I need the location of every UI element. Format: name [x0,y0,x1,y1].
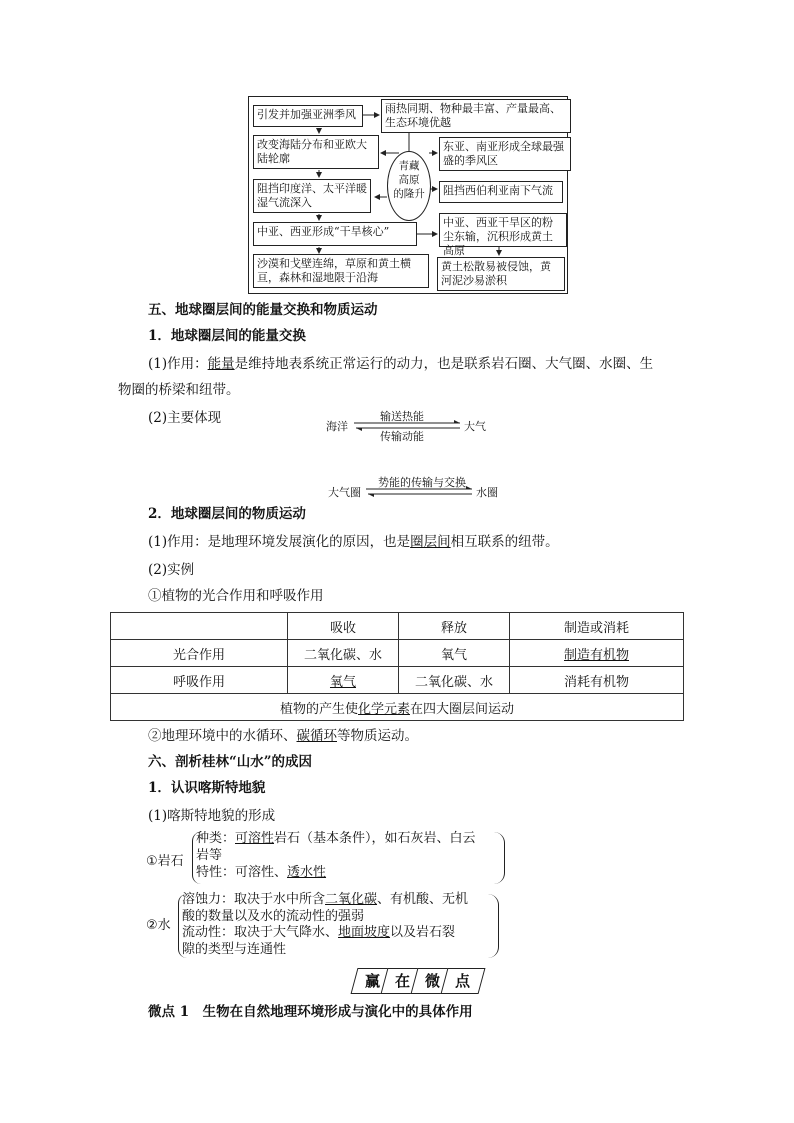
underlined-term: 圈层间 [410,534,451,550]
flow-left-1: 引发并加强亚洲季风 [253,105,363,127]
rock-label: ①岩石 [146,854,184,869]
table-cell: 氧气 [288,667,399,694]
table-header-cell [111,613,288,640]
rel1-left: 海洋 [326,420,348,433]
banner-tag: 微 [411,968,456,994]
flow-left-2: 改变海陆分布和亚欧大陆轮廓 [253,135,379,169]
table-cell: 光合作用 [111,640,288,667]
underlined-term: 碳循环 [296,728,337,744]
section5-para-1: (1)作用：能量是维持地表系统正常运行的动力，也是联系岩石圈、大气圈、水圈、生 [148,356,654,372]
table-cell: 氧气 [399,640,510,667]
section6-title: 六、剖析桂林“山水”的成因 [148,754,313,770]
flowchart [248,96,568,294]
rel2-arrows [364,486,476,498]
section5-para-4: (2)实例 [148,562,195,578]
table-cell: 二氧化碳、水 [288,640,399,667]
rel2-top: 势能的传输与交换 [378,476,466,489]
section5-para-6: ②地理环境中的水循环、碳循环等物质运动。 [148,728,418,744]
section5-heading-2: 2．地球圈层间的物质运动 [148,506,306,522]
flow-right-5: 黄土松散易被侵蚀，黄河泥沙易淤积 [437,257,565,291]
water-right-brace [488,894,499,958]
water-label: ②水 [146,918,171,933]
underlined-term: 能量 [207,356,235,372]
section5-para-5: ①植物的光合作用和呼吸作用 [148,588,324,604]
table-header-row [111,613,684,640]
water-dissolution: 溶蚀力：取决于水中所含二氧化碳、有机酸、无机 [182,892,469,907]
flow-right-2: 东亚、南亚形成全球最强盛的季风区 [439,137,571,171]
table-footer-cell: 植物的产生使化学元素在四大圈层间运动 [111,694,684,721]
table-row [111,667,684,694]
rock-details [196,830,476,881]
banner-tag: 在 [381,968,426,994]
rel1-bottom: 传输动能 [380,430,424,443]
banner-tag: 赢 [351,968,396,994]
table-header-cell: 释放 [399,613,510,640]
rel1-right: 大气 [464,420,486,433]
table-footer-row [111,694,684,721]
section5-title: 五、地球圈层间的能量交换和物质运动 [148,302,378,318]
water-details [182,892,468,958]
center-line-2: 高原 [398,174,420,186]
section6-para-1: (1)喀斯特地貌的形成 [148,808,276,824]
section5-para-2: (2)主要体现 [148,410,222,426]
center-line-1: 青藏 [398,160,420,172]
rock-property: 特性：可溶性、透水性 [196,865,327,880]
table-row [111,640,684,667]
section5-para-1-cont: 物圈的桥梁和纽带。 [118,382,240,398]
rock-right-brace [494,832,505,884]
water-flow: 流动性：取决于大气降水、地面坡度以及岩石裂 [182,925,456,940]
flow-left-3: 阻挡印度洋、太平洋暖湿气流深入 [253,179,371,213]
table-header-cell: 吸收 [288,613,399,640]
flow-right-3: 阻挡西伯利亚南下气流 [439,181,563,203]
section6-heading-1: 1．认识喀斯特地貌 [148,780,266,796]
water-flow-cont: 隙的类型与连通性 [182,941,287,957]
water-dissolution-cont: 酸的数量以及水的流动性的强弱 [182,908,365,924]
table-header-cell: 制造或消耗 [510,613,684,640]
section5-heading-1: 1．地球圈层间的能量交换 [148,328,306,344]
photosynthesis-table [110,612,684,721]
rock-kind-cont: 岩等 [196,848,223,863]
table-cell: 二氧化碳、水 [399,667,510,694]
flow-right-1: 雨热同期、物种最丰富、产量最高、生态环境优越 [381,99,571,133]
flow-center-oval [387,151,431,221]
flow-right-4: 中亚、西亚干旱区的粉尘东输，沉积形成黄土高原 [439,213,567,247]
micro-point-1: 微点 1 生物在自然地理环境形成与演化中的具体作用 [148,1004,473,1020]
section5-para-3: (1)作用：是地理环境发展演化的原因，也是圈层间相互联系的纽带。 [148,534,559,550]
flow-left-5: 沙漠和戈壁连绵，草原和黄土横亘，森林和湿地限于沿海 [253,254,429,288]
rel1-arrows [352,420,464,432]
banner-tag: 点 [441,968,486,994]
flow-left-4: 中亚、西亚形成“干旱核心” [253,222,417,246]
rel2-right: 水圈 [476,486,498,499]
rel2-left: 大气圈 [328,486,361,499]
table-cell: 呼吸作用 [111,667,288,694]
table-cell: 消耗有机物 [510,667,684,694]
rock-kind: 种类：可溶性岩石（基本条件），如石灰岩、白云 [196,831,476,846]
table-cell: 制造有机物 [510,640,684,667]
center-line-3: 的隆升 [393,188,425,200]
rel1-top: 输送热能 [380,410,424,423]
